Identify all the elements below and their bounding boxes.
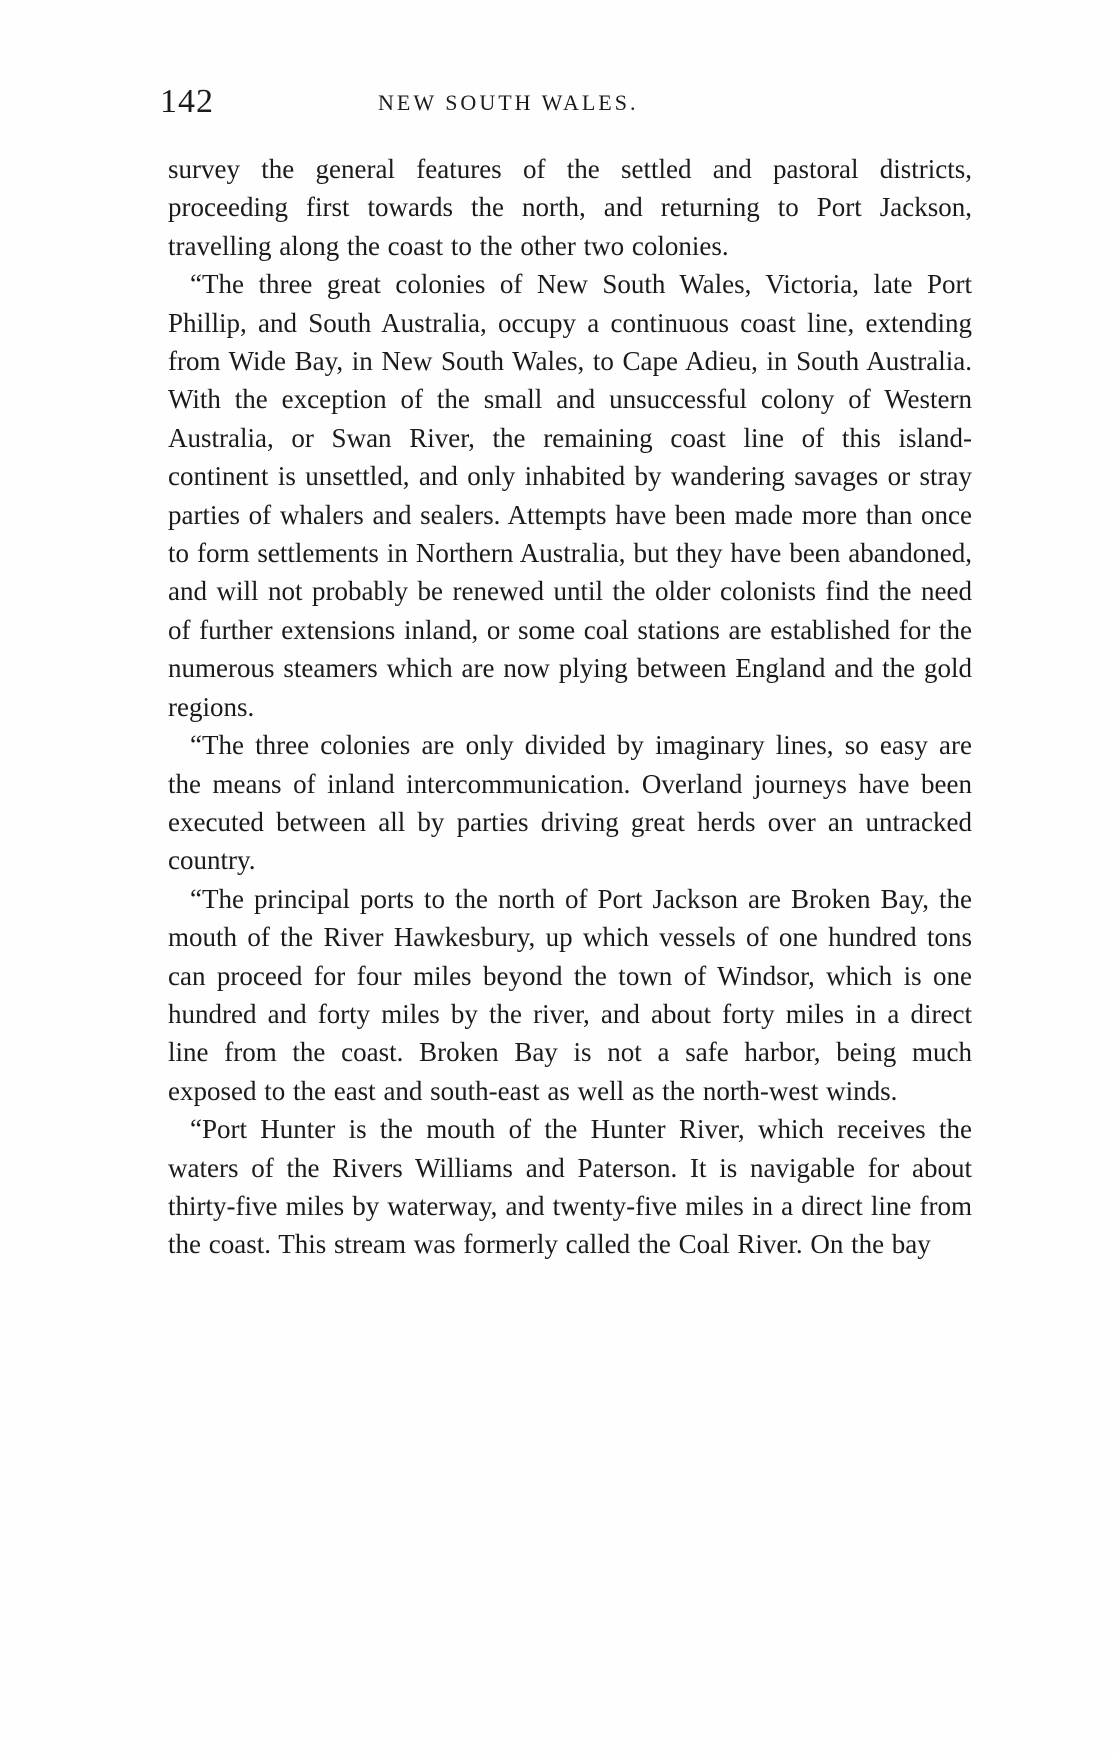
text-body (168, 150, 972, 1264)
paragraph-imaginary-lines: “The three colonies are only divided by imaginary lines, so easy are the means of inland intercommunication. Overland journeys have been executed between all by parties driving great herds over an untracked country. (168, 730, 972, 876)
page-number: 142 (160, 83, 214, 120)
paragraph-principal-ports: “The principal ports to the north of Port Jackson are Broken Bay, the mouth of the River Hawkesbury, up which vessels of one hundred tons can proceed for four miles beyond the town of Windsor, which is one hundred and forty miles by the river, and about forty miles in a direct line from the coast. Broken Bay is not a safe harbor, being much exposed to the east and south-east as well as the north-west winds. (168, 883, 972, 1106)
paragraph-continued: survey the general features of the settled and pastoral districts, proceeding first towards the north, and returning to Port Jackson, travelling along the coast to the other two colonies. (168, 154, 972, 261)
paragraph-three-colonies-coastline: “The three great colonies of New South Wales, Victoria, late Port Phillip, and South Australia, occupy a continuous coast line, extending from Wide Bay, in New South Wales, to Cape Adieu, in South Australia. With the exception of the small and unsuccessful colony of Western Australia, or Swan River, the remaining coast line of this island-continent is unsettled, and only inhabited by wandering savages or stray parties of whalers and sealers. Attempts have been made more than once to form settlements in Northern Australia, but they have been abandoned, and will not probably be renewed until the older colonists find the need of further extensions inland, or some coal stations are established for the numerous steamers which are now plying between England and the gold regions. (168, 269, 972, 722)
running-title: NEW SOUTH WALES. (378, 90, 639, 115)
paragraph-port-hunter: “Port Hunter is the mouth of the Hunter River, which receives the waters of the Rivers Williams and Paterson. It is navigable for about thirty-five miles by waterway, and twenty-five miles in a direct line from the coast. This stream was formerly called the Coal River. On the bay (168, 1114, 972, 1260)
running-head (160, 82, 972, 122)
